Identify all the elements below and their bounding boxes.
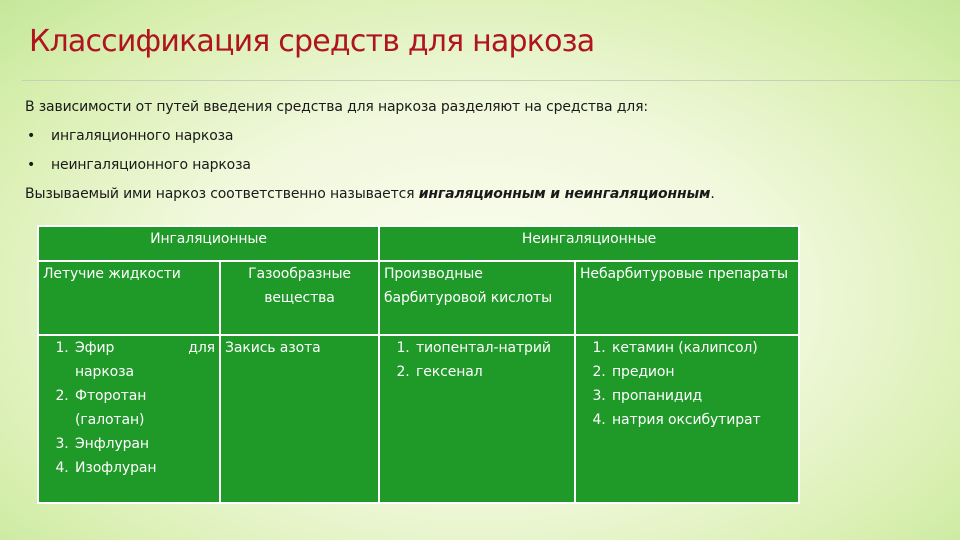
subheader-volatile-liquids: Летучие жидкости bbox=[38, 261, 220, 335]
cell-barbiturates bbox=[379, 335, 575, 503]
item-text: Закись азота bbox=[225, 340, 321, 356]
summary-emphasis: ингаляционным и неингаляционным bbox=[418, 186, 711, 202]
bullet-dot: • bbox=[27, 157, 36, 173]
header-inhalation: Ингаляционные bbox=[38, 226, 379, 261]
table-row bbox=[38, 261, 799, 335]
list-item: 2. предион bbox=[610, 360, 794, 384]
list-item: 1. тиопентал-натрий bbox=[414, 336, 570, 360]
classification-table bbox=[37, 225, 800, 504]
header-non-inhalation: Неингаляционные bbox=[379, 226, 799, 261]
summary-suffix: . bbox=[710, 186, 715, 202]
bullet-label: ингаляционного наркоза bbox=[51, 128, 234, 144]
cell-non-barbiturates bbox=[575, 335, 799, 503]
summary-prefix: Вызываемый ими наркоз соответственно называется bbox=[25, 186, 419, 202]
bullet-label: неингаляционного наркоза bbox=[51, 157, 251, 173]
item-text: 1. Эфир bbox=[75, 340, 115, 356]
slide-title: Классификация средств для наркоза bbox=[29, 24, 595, 59]
title-divider bbox=[22, 80, 960, 81]
item-text: наркоза bbox=[75, 364, 134, 380]
intro-text bbox=[25, 93, 945, 209]
list-item: 1. кетамин (калипсол) bbox=[610, 336, 794, 360]
intro-line: В зависимости от путей введения средства для наркоза разделяют на средства для: bbox=[25, 99, 648, 115]
list-item: 4. натрия оксибутират bbox=[610, 408, 794, 432]
subheader-barbiturates: Производные барбитуровой кислоты bbox=[379, 261, 575, 335]
subheader-non-barbiturates: Небарбитуровые препараты bbox=[575, 261, 799, 335]
cell-volatile-liquids bbox=[38, 335, 220, 503]
bullet-item bbox=[25, 122, 945, 151]
list-item: 2. Фторотан (галотан) bbox=[73, 384, 215, 432]
table-row bbox=[38, 226, 799, 261]
cell-gases bbox=[220, 335, 379, 503]
item-text: для bbox=[188, 340, 215, 356]
summary-line bbox=[25, 180, 945, 209]
list-item: 2. гексенал bbox=[414, 360, 570, 384]
table-row bbox=[38, 335, 799, 503]
bullet-dot: • bbox=[27, 128, 36, 144]
subheader-gases: Газообразные вещества bbox=[220, 261, 379, 335]
list-item: 4. Изофлуран bbox=[73, 456, 215, 480]
list-item bbox=[73, 336, 215, 384]
bullet-item bbox=[25, 151, 945, 180]
list-item: 3. пропанидид bbox=[610, 384, 794, 408]
list-item: 3. Энфлуран bbox=[73, 432, 215, 456]
